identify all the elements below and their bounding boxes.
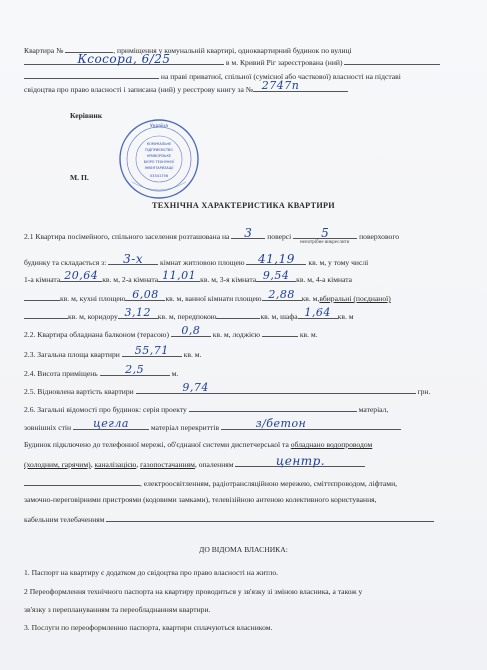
- apartment-tail: , приміщення у комунальній квартирі, одноквартирний будинок по вулиці: [113, 46, 352, 55]
- owner-p2a: 2 Переоформлення технічного паспорта на квартиру проводиться у зв'язку зі зміною власника, а також у: [24, 587, 363, 596]
- room1-value: 20,64: [64, 269, 99, 282]
- street-blank: [24, 52, 224, 66]
- s21-line-4: [24, 288, 465, 304]
- owner-blank: [24, 70, 159, 79]
- room1-label: 1-а кімната: [24, 275, 61, 284]
- corridor-value: 3,12: [124, 306, 152, 319]
- toilet-blank: [24, 310, 68, 319]
- kitchen-blank: [125, 288, 165, 301]
- mp-label: М. П.: [70, 173, 89, 182]
- certificate-text: свідоцтва про право власності і записана (ний) у реєстрову книгу за №: [24, 85, 254, 94]
- stamp-line-3: КРИВОРІЗЬКЕ: [146, 154, 172, 158]
- s25-unit: грн.: [417, 387, 431, 396]
- stamp-line-1: КОМУНАЛЬНЕ: [146, 142, 172, 146]
- section-title: ТЕХНІЧНА ХАРАКТЕРИСТИКА КВАРТИРИ: [152, 201, 335, 210]
- stamp-country: Україна: [149, 124, 169, 129]
- total-area-value: 55,71: [134, 344, 169, 357]
- s21-text-c: поверхового: [359, 232, 400, 241]
- heating-label: , опаленням: [194, 460, 234, 469]
- s22-line: [24, 324, 465, 340]
- walls-label: зовнішніх стін: [24, 423, 72, 432]
- balcony-value: 0,8: [181, 324, 201, 337]
- s26-line-4: (холодним, гарячим), каналізацією, газопостачанням, опаленням центр.: [24, 458, 465, 470]
- room1-blank: [60, 269, 102, 282]
- hall-blank: [216, 310, 260, 319]
- owner-heading: ДО ВІДОМА ВЛАСНИКА:: [199, 545, 288, 554]
- registry-blank: [253, 79, 348, 92]
- s21-line-3: [24, 269, 465, 285]
- kitchen-label: кв. м, кухні площею: [60, 294, 126, 303]
- wardrobe-label: кв. м, шафа: [260, 312, 298, 321]
- s26-line-3: [24, 440, 465, 450]
- s24-line: [24, 363, 465, 379]
- value-blank: [136, 381, 416, 394]
- registered-blank: [344, 56, 440, 65]
- total-area-blank: [122, 344, 182, 357]
- restored-value: 9,74: [182, 381, 209, 394]
- owner-p2b: зв'язку з переплануванням та переобладнанням квартири.: [24, 605, 211, 614]
- bath-value: 2,88: [268, 288, 295, 301]
- kitchen-value: 6,08: [132, 288, 159, 301]
- floor-value: 3: [244, 226, 253, 240]
- hall-label: кв. м, передпокою: [157, 312, 217, 321]
- room3-blank: [256, 269, 296, 282]
- living-area-blank: [246, 252, 306, 266]
- s21-text-f: кв. м, у тому числі: [308, 258, 369, 267]
- registry-number: 2747п: [261, 79, 300, 92]
- ownership-text: на праві приватної, спільної (сумісної або часткової) власності на підставі: [160, 72, 401, 81]
- owner-p3: 3. Послуги по переоформленню паспорта, квартири сплачуються власником.: [24, 623, 273, 632]
- cable-blank: [106, 513, 434, 522]
- s26-line-2: [24, 417, 465, 433]
- floors-label: матеріал перекриттів: [150, 423, 220, 432]
- s25-text: 2.5. Відновлена вартість квартири: [24, 387, 134, 396]
- walls-blank: [73, 417, 149, 430]
- s26-line-5: [24, 477, 465, 489]
- s23-line: [24, 344, 465, 360]
- locks-text: замочно-переговірними пристроями (кодовими замками), телевізійною антеною колективного користування,: [24, 495, 377, 504]
- s21-text-e: кімнат житловою площею: [160, 258, 245, 267]
- s21-note: непотрібне викреслити: [300, 240, 350, 245]
- stamp-line-4: БЮРО ТЕХНІЧНОЇ: [143, 160, 175, 164]
- sewer-underlined: каналізацією: [94, 460, 137, 469]
- height-value: 2,5: [125, 363, 145, 376]
- room2-value: 11,01: [162, 269, 197, 282]
- s21-text-d: будинку та складається з:: [24, 258, 107, 267]
- s22-unit: кв. м.: [299, 330, 318, 339]
- walls-value: цегла: [93, 417, 129, 430]
- s22-text: 2.2. Квартира обладнана балконом (терасою): [24, 330, 169, 339]
- apartment-label: Квартира №: [24, 46, 64, 55]
- owner-p1: 1. Паспорт на квартиру є додатком до свідоцтва про право власності на житло.: [24, 568, 279, 577]
- total-floors-value: 5: [321, 226, 330, 240]
- bath-label: кв. м, ванної кімнати площею: [165, 294, 262, 303]
- rooms-blank: [108, 252, 158, 266]
- balcony-blank: [171, 324, 211, 337]
- wardrobe-unit: кв. м: [337, 312, 354, 321]
- s23-text: 2.3. Загальна площа квартири: [24, 350, 120, 359]
- corridor-blank: [118, 306, 158, 319]
- height-blank: [100, 363, 170, 376]
- header-line-2: [24, 52, 465, 68]
- phone-text: Будинок підключено до телефонної мережі, об'єднаної системи диспетчерської та: [24, 440, 289, 449]
- room4-label: кв. м, 4-а кімната: [296, 275, 353, 284]
- s24-unit: м.: [171, 369, 179, 378]
- wardrobe-value: 1,64: [304, 306, 331, 319]
- stamp-line-5: ІНВЕНТАРИЗАЦІЇ: [144, 166, 174, 170]
- s23-unit: кв. м.: [183, 350, 202, 359]
- s26-line-7: [24, 513, 465, 525]
- toilet-label: кв. м,: [301, 294, 320, 303]
- s24-text: 2.4. Висота приміщень: [24, 369, 98, 378]
- s21-line-2: [24, 252, 465, 268]
- room2-blank: [158, 269, 200, 282]
- corridor-label: кв. м, коридору: [68, 312, 118, 321]
- s25-line: [24, 381, 465, 397]
- s21-text-b: поверсі: [267, 232, 292, 241]
- corner-mark: [441, 4, 481, 18]
- living-area-value: 41,19: [258, 252, 295, 266]
- heating-value: центр.: [275, 454, 326, 468]
- sewer-comma: ,: [90, 460, 93, 469]
- rooms-value: 3-х: [123, 252, 144, 266]
- s21-text-a: 2.1 Квартира посімейного, спільного заселення розташована на: [24, 232, 230, 241]
- toilet-underlined: вбиральні (поєднаної): [319, 294, 391, 303]
- header-line-4: [24, 79, 465, 95]
- stamp-code: 03341756: [149, 174, 169, 178]
- water-type-underlined: (холодним, гарячим): [24, 460, 91, 469]
- water-supply-underlined: обладнано водопроводом: [290, 440, 373, 449]
- bath-blank: [262, 288, 302, 301]
- floors-blank: [221, 417, 401, 430]
- s26-text-a: 2.6. Загальні відомості про будинок: серія проекту: [24, 405, 187, 414]
- s26-line-6: [24, 495, 465, 505]
- s26-text-b: матеріал,: [358, 405, 389, 414]
- cable-text: кабельним телебаченням: [24, 515, 105, 524]
- loggia-blank: [262, 328, 298, 337]
- heating-blank: [235, 454, 365, 468]
- stamp-line-2: ПІДПРИЄМСТВО: [144, 148, 174, 152]
- wardrobe-blank: [298, 306, 338, 319]
- room3-value: 9,54: [262, 269, 290, 282]
- s21-line-1: [24, 226, 465, 242]
- floors-value: з/бетон: [255, 417, 307, 430]
- s26-line-1: [24, 403, 465, 415]
- loggia-label: кв. м, лоджією: [212, 330, 260, 339]
- round-stamp: [118, 118, 200, 200]
- city-text: в м. Кривий Ріг зареєстрована (ний): [225, 58, 343, 67]
- floor-blank: [231, 226, 265, 240]
- electric-text: , електроосвітленням, радіотрансляційною мережею, сміттєпроводом, ліфтами,: [140, 479, 398, 488]
- s21-line-5: [24, 306, 465, 322]
- gas-underlined: газопостачанням: [140, 460, 195, 469]
- room4-blank: [24, 292, 60, 301]
- room2-label: кв. м, 2-а кімната: [102, 275, 159, 284]
- head-label: Керівник: [70, 111, 103, 120]
- room3-label: кв. м, 3-я кімната: [200, 275, 257, 284]
- total-floors-blank: [293, 226, 357, 240]
- street-value: Ксосора, 6/25: [77, 52, 171, 66]
- project-series-blank: [189, 403, 357, 412]
- heating-cont-blank: [24, 477, 140, 486]
